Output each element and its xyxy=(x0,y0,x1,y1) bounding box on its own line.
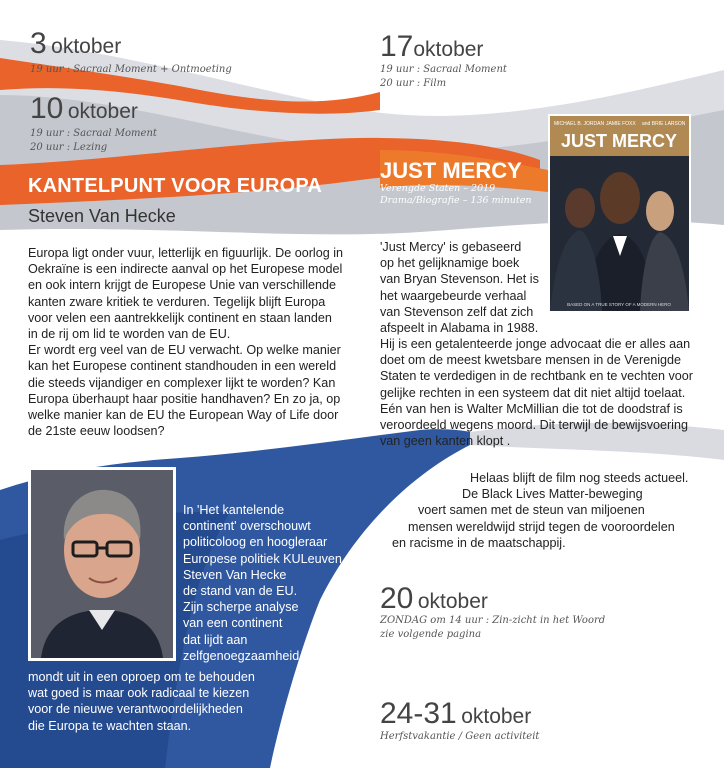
event-oct3 xyxy=(30,27,121,61)
event-day: 17 xyxy=(380,30,414,63)
event-month: oktober xyxy=(417,590,488,613)
lecture-intro-line: Er wordt erg veel van de EU verwacht. Op welke manier xyxy=(28,343,341,358)
film-description-line: doet om de meest kwetsbare mensen in de Verenigde xyxy=(380,353,682,368)
speaker-bio-line: dat lijdt aan xyxy=(183,632,248,647)
lecture-intro-line: die steeds vijandiger en complexer lijkt te worden? Kan xyxy=(28,375,336,390)
event-time: ZONDAG om 14 uur : Zin-zicht in het Woord xyxy=(380,615,606,626)
film-title: JUST MERCY xyxy=(380,158,522,183)
speaker-bio-continued xyxy=(28,669,255,734)
lecture-intro-line: de 21ste eeuw loodsen? xyxy=(28,424,165,439)
lecture-intro xyxy=(28,245,343,439)
event-time: 20 uur : Lezing xyxy=(30,142,108,153)
event-month: oktober xyxy=(461,705,532,728)
event-day: 10 xyxy=(30,92,64,125)
lecture-intro-line: in de rij om lid te worden van de EU. xyxy=(28,327,231,342)
speaker-bio-line: van een continent xyxy=(183,616,283,631)
event-oct24 xyxy=(380,697,531,731)
film-description-line: het waargebeurde verhaal xyxy=(380,288,527,303)
poster-title: JUST MERCY xyxy=(560,131,678,151)
speaker-bio-line: de stand van de EU. xyxy=(183,584,298,599)
event-note: Herfstvakantie / Geen activiteit xyxy=(380,731,540,742)
film-description-line: op het gelijknamige boek xyxy=(380,256,520,271)
event-oct10 xyxy=(30,92,138,126)
film-description-line: afspeelt in Alabama in 1988. xyxy=(380,321,539,336)
film-description-line: veroordeeld wegens moord. Dit terwijl de bewijsvoering xyxy=(380,418,688,433)
speaker-bio-line: wat goed is maar ook radicaal te kiezen xyxy=(28,686,250,701)
event-month: oktober xyxy=(413,38,484,61)
speaker-bio-line: Steven Van Hecke xyxy=(183,567,287,582)
film-description xyxy=(380,239,539,336)
film-closing-line: voert samen met de steun van miljoenen xyxy=(418,503,645,518)
film-description-line: 'Just Mercy' is gebaseerd xyxy=(380,240,522,254)
event-day: 24-31 xyxy=(380,697,457,730)
poster-tagline: BASED ON A TRUE STORY OF A MODERN HERO xyxy=(567,302,671,307)
film-meta-country: Verengde Staten – 2019 xyxy=(380,183,496,194)
speaker-bio-line: politicoloog en hoogleraar xyxy=(183,535,328,550)
speaker-bio-line: Europese politiek KULeuven xyxy=(183,551,342,566)
film-meta-genre: Drama/Biografie – 136 minuten xyxy=(380,195,532,206)
speaker-bio xyxy=(183,502,342,664)
film-closing xyxy=(380,470,700,551)
film-description-line: Eén van hen is Walter McMillian die tot de doodstraf is xyxy=(380,401,683,416)
poster-credit-3: and BRIE LARSON xyxy=(642,121,686,127)
event-month: oktober xyxy=(67,100,138,123)
film-description-line: gelijke rechten in een systeem dat dit niet altijd toelaat. xyxy=(380,385,686,400)
speaker-bio-line: mondt uit in een oproep om te behouden xyxy=(28,670,255,684)
event-oct17 xyxy=(380,30,483,64)
lecture-intro-line: en ook intern krijgt de Europese Unie van verschillende xyxy=(28,278,337,293)
lecture-intro-line: Europa ligt onder vuur, letterlijk en figuurlijk. De oorlog in xyxy=(28,246,344,260)
film-description-line: Staten te verdedigen in de rechtbank en te vechten voor xyxy=(380,369,693,384)
event-month: oktober xyxy=(51,35,122,58)
film-description-line: van Stevenson zelf dat zich xyxy=(380,304,534,319)
film-poster xyxy=(548,114,691,313)
event-time: 20 uur : Film xyxy=(380,78,447,89)
film-closing-line: mensen wereldwijd strijd tegen de vooroordelen xyxy=(408,519,675,534)
speaker-bio-line: In 'Het kantelende xyxy=(183,503,285,517)
film-description-line: van geen kanten klopt . xyxy=(380,434,511,449)
film-description-line: van Bryan Stevenson. Het is xyxy=(380,272,539,287)
event-oct20 xyxy=(380,582,488,616)
lecture-intro-line: kan het Europese continent standhouden in een wereld xyxy=(28,359,337,374)
film-closing-line: De Black Lives Matter-beweging xyxy=(462,487,643,502)
event-time: 19 uur : Sacraal Moment xyxy=(380,64,507,75)
speaker-bio-line: Zijn scherpe analyse xyxy=(183,600,299,615)
poster-credit-2: JAMIE FOXX xyxy=(606,121,636,127)
speaker-bio-line: continent' overschouwt xyxy=(183,519,311,534)
event-time: 19 uur : Sacraal Moment + Ontmoeting xyxy=(30,64,232,75)
film-description-line: Hij is een getalenteerde jonge advocaat die er alles aan xyxy=(380,337,691,351)
speaker-bio-line: die Europa te wachten staan. xyxy=(28,718,192,733)
lecture-speaker: Steven Van Hecke xyxy=(28,206,176,226)
film-closing-line: en racisme in de maatschappij. xyxy=(392,535,566,550)
lecture-intro-line: Europa überhaupt haar positie handhaven? En zo ja, op xyxy=(28,391,341,406)
film-description-continued xyxy=(380,336,693,449)
film-closing-line: Helaas blijft de film nog steeds actueel. xyxy=(470,471,689,485)
lecture-intro-line: voor velen een aantrekkelijk continent en staan landen xyxy=(28,310,332,325)
poster-credit-1: MICHAEL B. JORDAN xyxy=(554,121,605,127)
speaker-bio-line: zelfgenoegzaamheid xyxy=(183,648,300,663)
speaker-bio-line: voor de nieuwe verantwoordelijkheden xyxy=(28,702,243,717)
event-note: zie volgende pagina xyxy=(380,629,482,640)
lecture-title: KANTELPUNT VOOR EUROPA xyxy=(28,175,323,197)
event-day: 20 xyxy=(380,582,414,615)
lecture-intro-line: Oekraïne is een indirecte aanval op het Europese model xyxy=(28,262,343,277)
lecture-intro-line: welke manier kan de EU the European Way of Life door xyxy=(28,408,339,423)
lecture-intro-line: kanten zware kritiek te verduren. Tegelijk blijft Europa xyxy=(28,294,326,309)
event-time: 19 uur : Sacraal Moment xyxy=(30,128,157,139)
speaker-portrait xyxy=(28,467,176,661)
event-day: 3 xyxy=(30,27,47,60)
